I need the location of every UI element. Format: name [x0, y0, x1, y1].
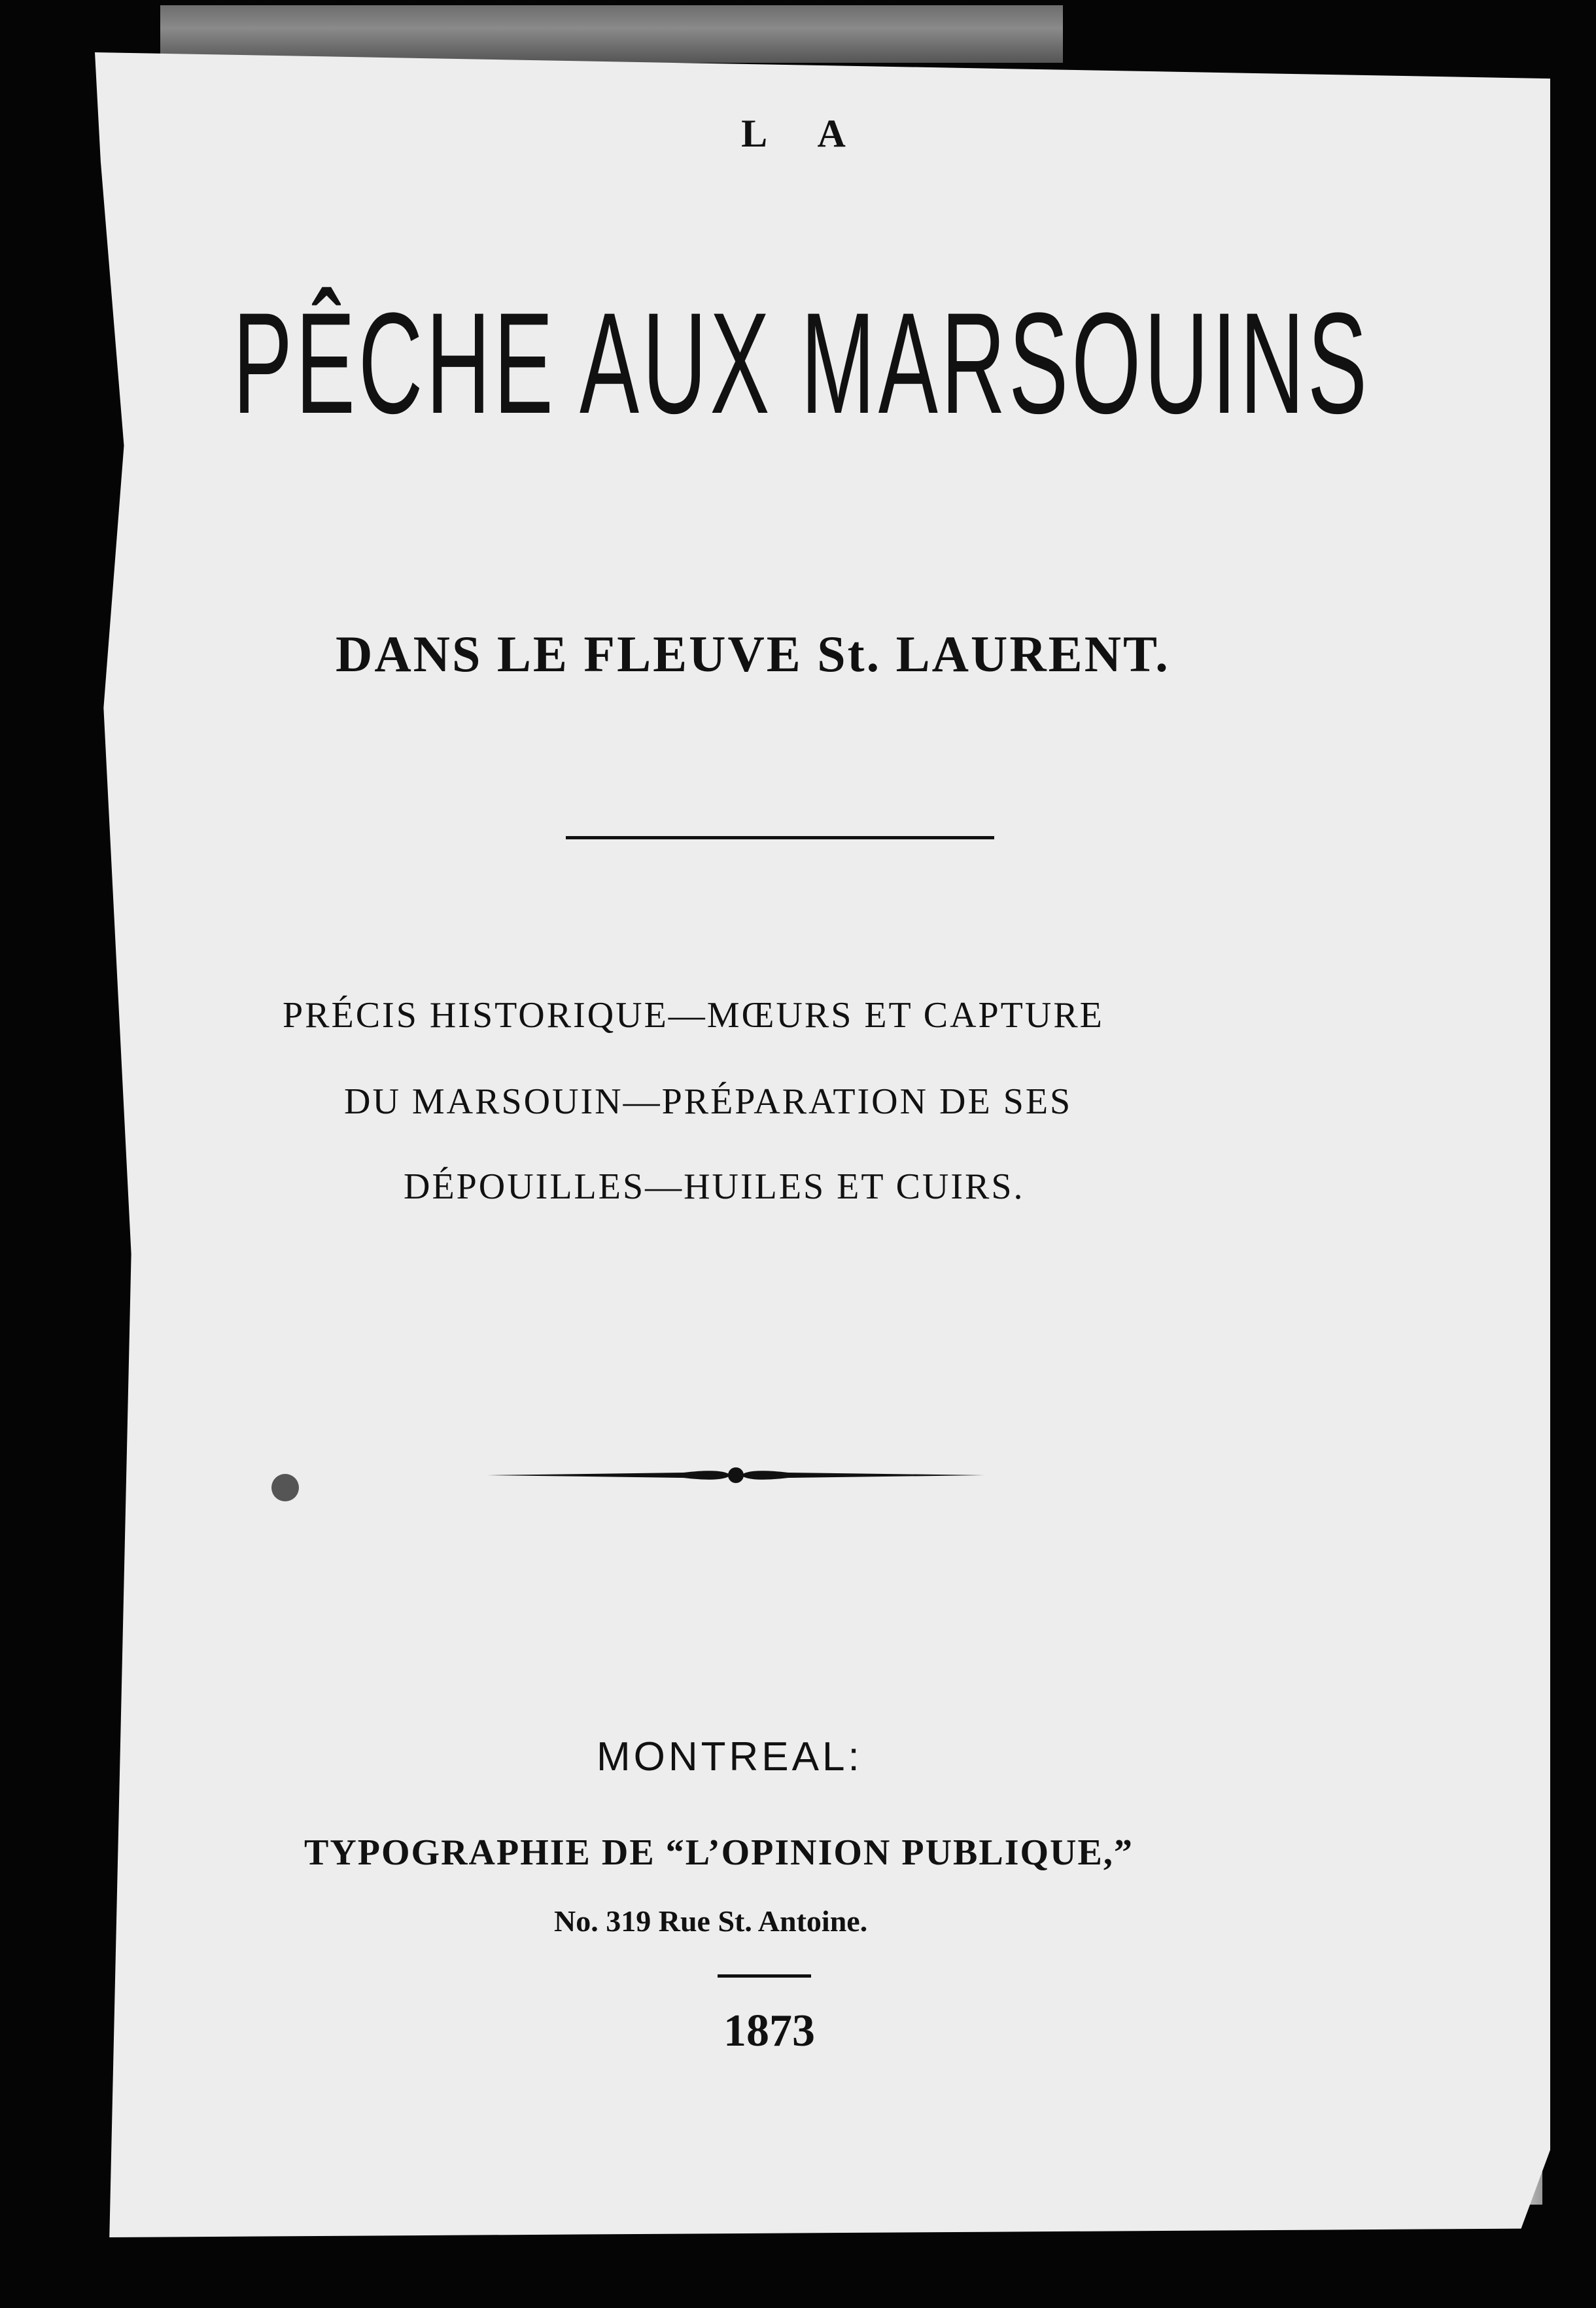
- description-line-3: DÉPOUILLES—HUILES ET CUIRS.: [404, 1166, 1025, 1207]
- imprint-address: No. 319 Rue St. Antoine.: [554, 1904, 868, 1938]
- title-article: L A: [741, 112, 868, 155]
- main-title: PÊCHE AUX MARSOUINS: [233, 283, 1370, 444]
- publication-year: 1873: [723, 2006, 815, 2056]
- description-line-2: DU MARSOUIN—PRÉPARATION DE SES: [344, 1081, 1073, 1122]
- ornamental-rule: [487, 1459, 984, 1492]
- imprint-city: MONTREAL:: [597, 1734, 863, 1779]
- divider-rule: [566, 836, 994, 839]
- film-edge-strip: [160, 5, 1063, 63]
- subtitle: DANS LE FLEUVE St. LAURENT.: [336, 625, 1170, 682]
- year-rule: [718, 1974, 811, 1978]
- description-line-1: PRÉCIS HISTORIQUE—MŒURS ET CAPTURE: [283, 995, 1104, 1036]
- imprint-printer: TYPOGRAPHIE DE “L’OPINION PUBLIQUE,”: [304, 1832, 1134, 1873]
- ink-spot: [271, 1474, 299, 1501]
